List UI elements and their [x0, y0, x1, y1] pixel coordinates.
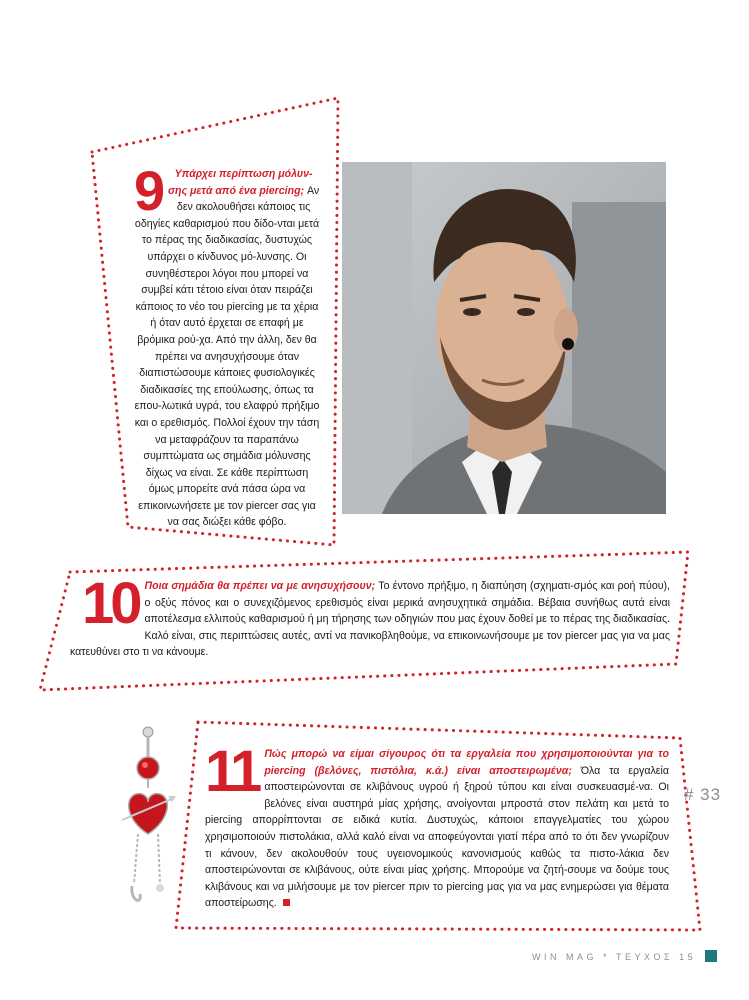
- footer-square-icon: [705, 950, 717, 962]
- section9-question: Υπάρχει περίπτωση μόλυν-σης μετά από ένα piercing;: [167, 168, 313, 197]
- man-portrait-photo: [342, 162, 666, 514]
- section9-body: Αν δεν ακολουθήσει κάποιος τις οδηγίες καθαρισμού που δίδο-νται μετά το πέρας της διαδικασίας, δυστυχώς υπάρχει ο κίνδυνος μό-λυνσης. Οι συνηθέστεροι λόγοι που μπορεί να συμβεί κάτι τέτοιο είναι όταν πειράζει κάποιος το νέο του piercing με τα χέρια ή όταν αυτό έρχεται σε επαφή με βρόμικα ρού-χα. Από την άλλη, δεν θα πρέπει να ανησυχήσουμε όταν διαπιστώσουμε κάποιες φυσιολογικές διαδικασίες της επούλωσης, όπως τα επου-λωτικά υγρά, του ελαφρύ πρήξιμο και ο ερεθισμός. Πολλοί έχουν την τάση να μεταφράζουν τα παραπάνω συμπτώματα ως σημάδια μόλυνσης δίχως να είναι. Σε κάθε περίπτωση όμως μπορείτε ανά πάσα ώρα να επικοινωνήσετε με τον piercer σας για να σας διώξει κάθε φόβο.: [134, 184, 320, 529]
- section10: [70, 571, 671, 661]
- section10-number: 10: [82, 571, 139, 636]
- section11-number: 11: [205, 739, 259, 804]
- footer-magazine-issue: WIN MAG * ΤΕΥΧΟΣ 15: [532, 952, 697, 962]
- section10-body: Το έντονο πρήξιμο, η διαπύηση (σχηματι-σμός και ροή πύου), ο οξύς πόνος και ο συνεχιζόμενος ερεθισμός είναι μερικά ανησυχητικά σημάδια. Βέβαια συνήθως αυτά είναι αποτέλεσμα ελλιπούς καθαρισμού ή μη τήρησης των οδηγιών που μας έχουν δοθεί με το πέρας της διαδικασίας. Καλό είναι, στις περιπτώσεις αυτές, αντί να πανικοβληθούμε, να επικοινωνήσουμε με τον piercer μας για να μας κατευθύνει στο τι να κάνουμε.: [70, 580, 671, 659]
- belly-piercing-jewel-image: [116, 724, 176, 914]
- end-mark-icon: [283, 899, 290, 906]
- section11-question: Πώς μπορώ να είμαι σίγουρος ότι τα εργαλεία που χρησιμοποιούνται για το piercing (βελόνες, πιστόλια, κ.ά.) είναι αποστειρωμένα;: [264, 748, 669, 777]
- section11: [205, 739, 669, 912]
- section11-body: Όλα τα εργαλεία αποστειρώνονται σε κλιβάνους υγρού ή ξηρού τύπου και είναι συσκευασμέ-να. Οι βελόνες είναι αυστηρά μίας χρήσης, ανοίγονται μπροστά στον πελάτη και μετά το piercing απορρίπτονται σε ειδικά κυτία. Δυστυχώς, κάποιοι επαγγελματίες του χώρου χρησιμοποιούν πιστολάκια, αλλά καλό είναι να αποφεύγονται γιατί πέρα από το ότι δεν γνωρίζουν τι κάνουν, δεν ακολουθούν τους υγειονομικούς κανονισμούς καθώς τα πιστο-λάκια δεν αποστειρώνονται σε κλιβάνους, ούτε είναι μίας χρήσης. Μπορούμε να ζητή-σουμε να δούμε τους κλιβάνους και να μιλήσουμε με τον piercer πριν το piercing μας για να μας ενημερώσει για θέματα αποστείρωσης.: [205, 764, 669, 910]
- section9-number: 9: [134, 159, 166, 222]
- section9: [134, 159, 320, 531]
- page-number: # 33: [684, 785, 722, 804]
- section10-question: Ποια σημάδια θα πρέπει να με ανησυχήσουν;: [144, 580, 376, 592]
